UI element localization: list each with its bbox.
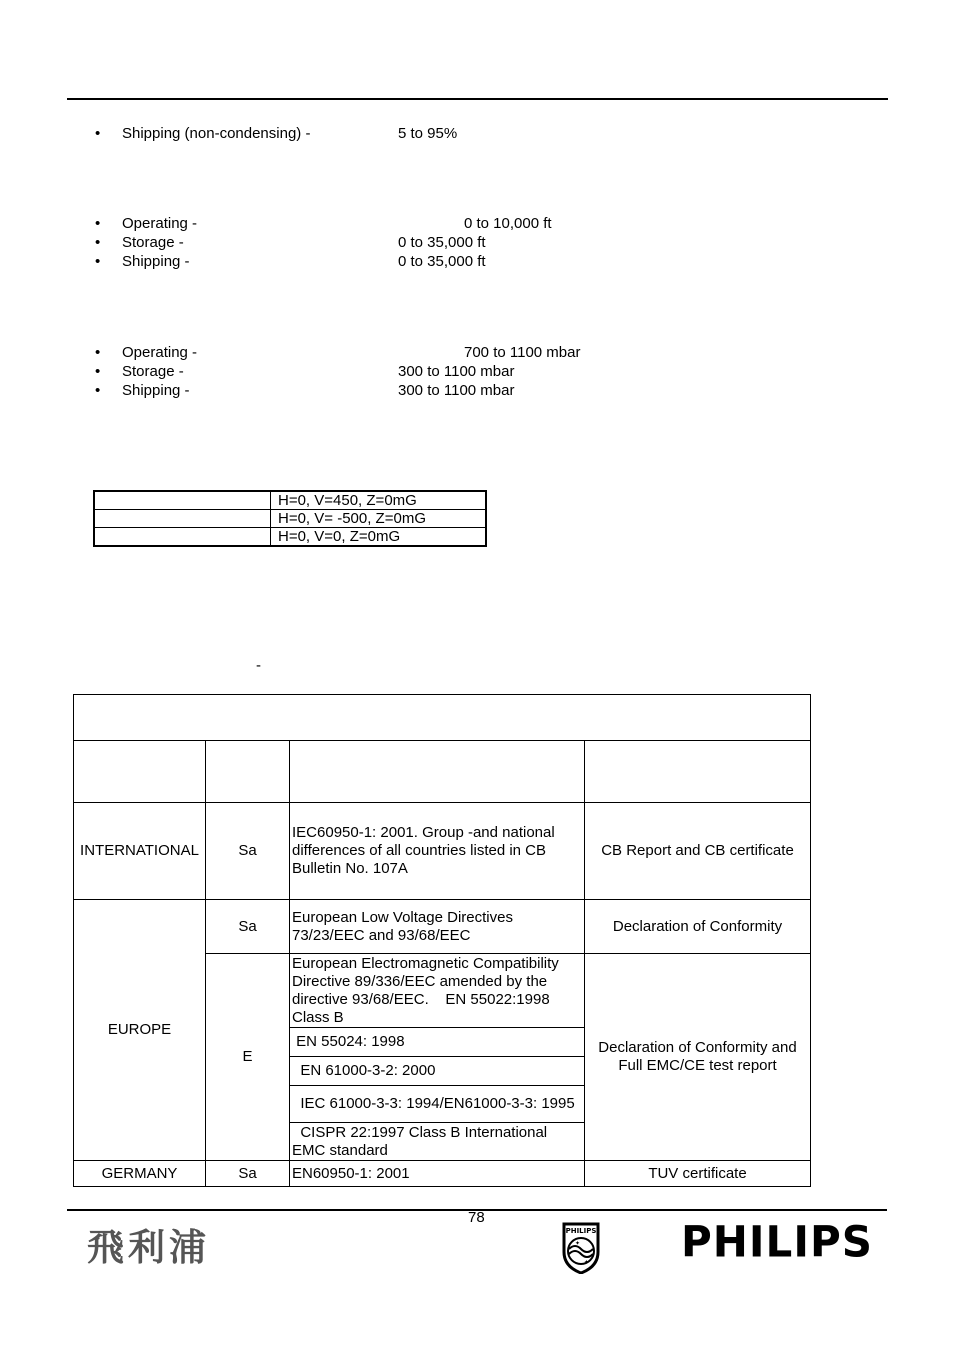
type-cell: Sa <box>206 900 290 954</box>
pressure-value: 300 to 1100 mbar <box>398 382 515 399</box>
pressure-label: Storage - <box>122 363 184 380</box>
pressure-value: 700 to 1100 mbar <box>464 344 581 361</box>
doc-cell: CB Report and CB certificate <box>585 803 811 900</box>
region-cell: INTERNATIONAL <box>74 803 206 900</box>
humidity-value: 5 to 95% <box>398 125 458 142</box>
bullet-icon: • <box>95 234 101 251</box>
table-row <box>74 803 811 900</box>
svg-text:✦: ✦ <box>575 1240 581 1247</box>
table-title-row <box>74 695 811 741</box>
table-title <box>74 695 811 741</box>
chinese-brand-logo <box>87 1226 273 1270</box>
altitude-value: 0 to 35,000 ft <box>398 253 486 270</box>
field-name-cell <box>94 491 271 510</box>
doc-cell: Declaration of Conformity <box>585 900 811 954</box>
regulatory-table <box>73 694 811 1187</box>
philips-shield-logo <box>561 1222 601 1278</box>
pressure-value: 300 to 1100 mbar <box>398 363 515 380</box>
pressure-label: Shipping - <box>122 382 190 399</box>
altitude-label: Storage - <box>122 234 184 251</box>
altitude-value: 0 to 35,000 ft <box>398 234 486 251</box>
field-value-cell: H=0, V=0, Z=0mG <box>271 528 487 547</box>
standard-cell: CISPR 22:1997 Class B International EMC standard <box>290 1123 585 1161</box>
table-row <box>94 491 486 510</box>
field-name-cell <box>94 528 271 547</box>
type-cell: Sa <box>206 803 290 900</box>
doc-cell: Declaration of Conformity and Full EMC/CE test report <box>585 954 811 1161</box>
footer-rule <box>67 1209 760 1211</box>
table-row <box>94 510 486 528</box>
footer-rule-right <box>760 1209 887 1211</box>
svg-text:✦: ✦ <box>584 1259 590 1266</box>
page-number: 78 <box>468 1209 485 1226</box>
pressure-label: Operating - <box>122 344 198 361</box>
bullet-icon: • <box>95 215 101 232</box>
standard-cell: European Low Voltage Directives 73/23/EEC and 93/68/EEC <box>290 900 585 954</box>
table-row <box>74 900 811 954</box>
field-name-cell <box>94 510 271 528</box>
table-row <box>94 528 486 547</box>
doc-cell: TUV certificate <box>585 1161 811 1187</box>
header-cell <box>74 741 206 803</box>
standard-cell: EN60950-1: 2001 <box>290 1161 585 1187</box>
table-row <box>74 1161 811 1187</box>
standard-cell: IEC 61000-3-3: 1994/EN61000-3-3: 1995 <box>290 1086 585 1123</box>
type-cell: E <box>206 954 290 1161</box>
field-value-cell: H=0, V= -500, Z=0mG <box>271 510 487 528</box>
standard-cell: EN 61000-3-2: 2000 <box>290 1057 585 1086</box>
bullet-icon: • <box>95 125 101 142</box>
header-cell <box>290 741 585 803</box>
standard-cell: IEC60950-1: 2001. Group -and national differences of all countries listed in CB Bulletin No. 107A <box>290 803 585 900</box>
standard-cell: EN 55024: 1998 <box>290 1028 585 1057</box>
philips-wordmark: PHILIPS <box>681 1216 873 1267</box>
field-value-cell: H=0, V=450, Z=0mG <box>271 491 487 510</box>
header-cell <box>206 741 290 803</box>
type-cell: Sa <box>206 1161 290 1187</box>
chinese-brand-logo-text: 飛利浦 <box>87 1226 210 1266</box>
region-cell: GERMANY <box>74 1161 206 1187</box>
philips-shield-logo-text: PHILIPS <box>565 1227 597 1235</box>
header-cell <box>585 741 811 803</box>
altitude-label: Operating - <box>122 215 198 232</box>
region-cell: EUROPE <box>74 900 206 1161</box>
magnetic-field-table <box>93 490 487 547</box>
bullet-icon: • <box>95 363 101 380</box>
bullet-icon: • <box>95 253 101 270</box>
bullet-icon: • <box>95 344 101 361</box>
humidity-label: Shipping (non-condensing) - <box>122 125 311 142</box>
altitude-value: 0 to 10,000 ft <box>464 215 552 232</box>
altitude-label: Shipping - <box>122 253 190 270</box>
section-dash: - <box>256 657 261 674</box>
header-rule <box>67 98 888 100</box>
standard-cell: European Electromagnetic Compatibility Directive 89/336/EEC amended by the directive 93/68/EEC. EN 55022:1998 Class B <box>290 954 585 1028</box>
table-header-row <box>74 741 811 803</box>
bullet-icon: • <box>95 382 101 399</box>
